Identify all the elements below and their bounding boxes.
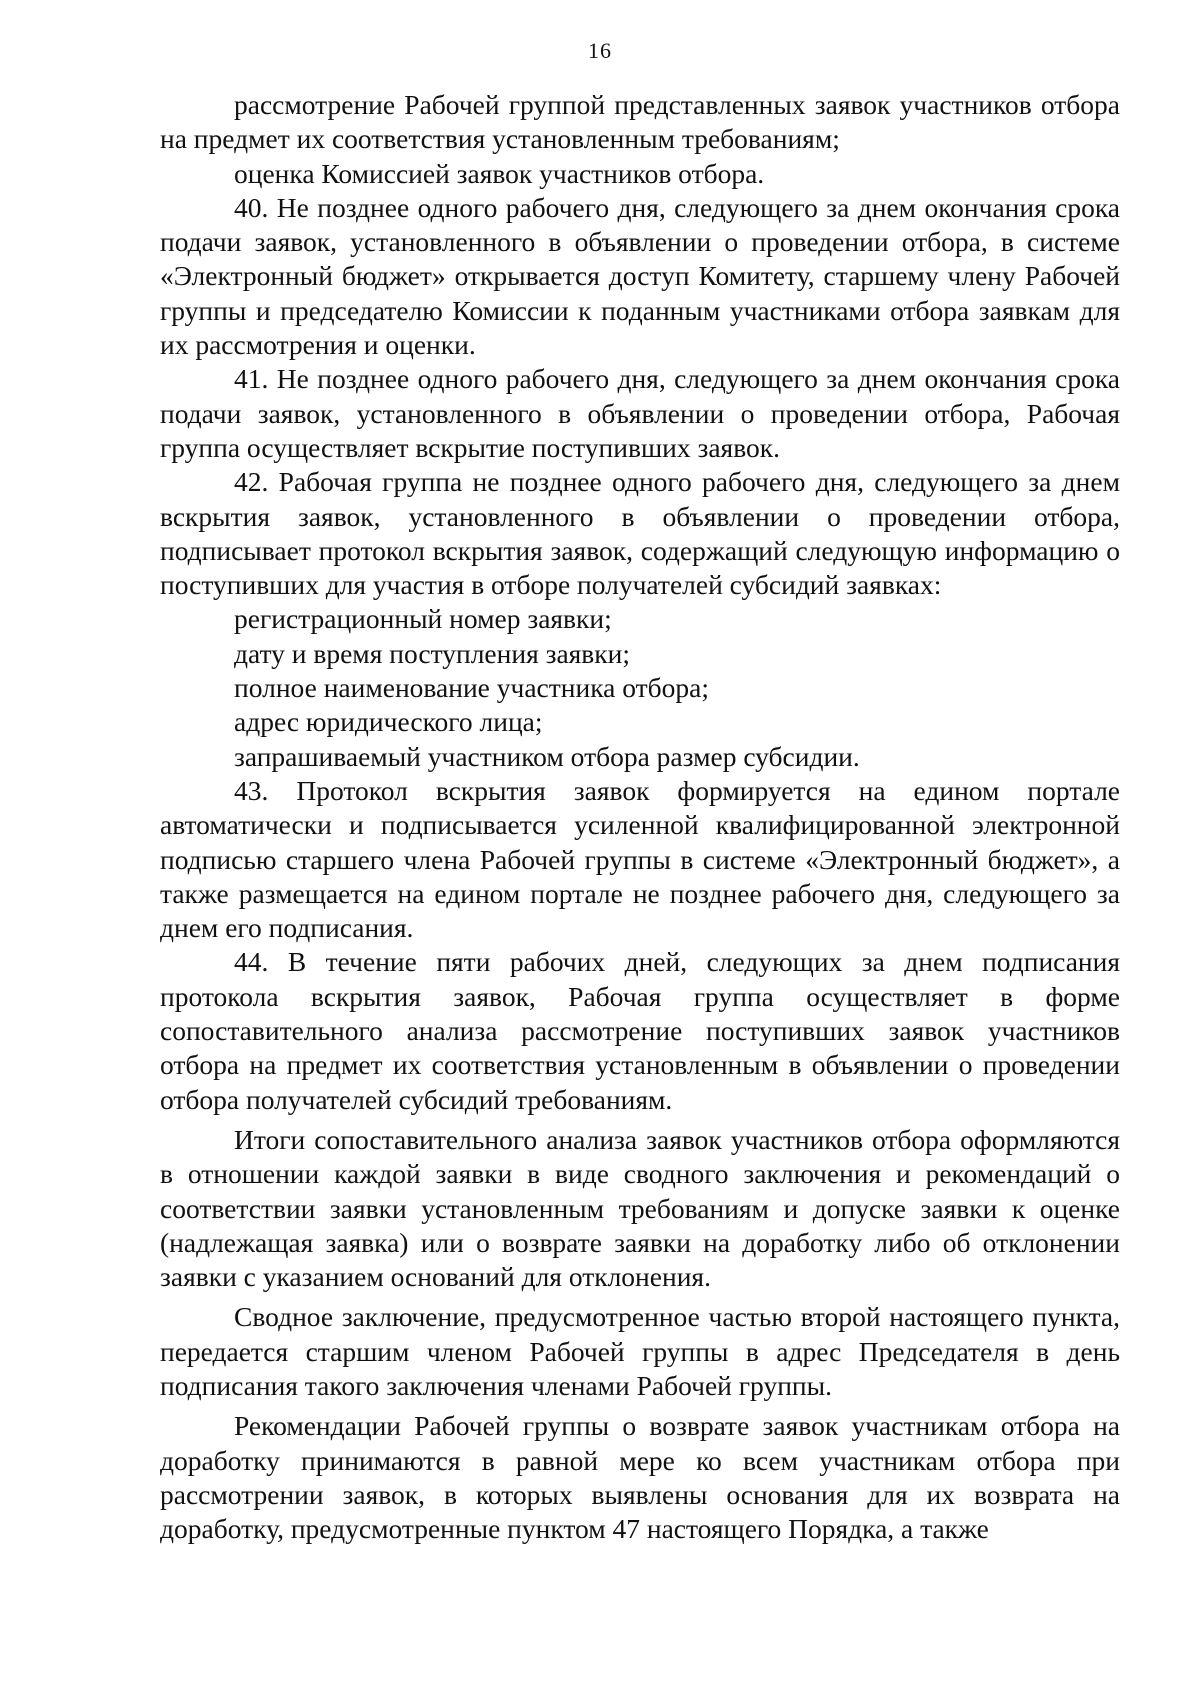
- paragraph-analysis-results: Итоги сопоставительного анализа заявок участников отбора оформляются в отношении каждой заявки в виде сводного заключения и рекомендаций о соответствии заявки установленным требованиям и допуске заявки к оценке (надлежащая заявка) или о возврате заявки на доработку либо об отклонении заявки с указанием оснований для отклонения.: [160, 1123, 1120, 1293]
- list-item-full-name: полное наименование участника отбора;: [234, 672, 709, 704]
- list-item-date-time: дату и время поступления заявки;: [234, 637, 631, 669]
- page-number: 16: [588, 38, 612, 63]
- list-item-legal-address: адрес юридического лица;: [234, 706, 543, 738]
- paragraph-clause-43: 43. Протокол вскрытия заявок формируется на едином портале автоматически и подписывается усиленной квалифицированной электронной подписью старшего члена Рабочей группы в системе «Электронный бюджет», а также размещается на едином портале не позднее рабочего дня, следующего за днем его подписания.: [160, 774, 1120, 944]
- paragraph-clause-40: 40. Не позднее одного рабочего дня, следующего за днем окончания срока подачи заявок, установленного в объявлении о проведении отбора, в системе «Электронный бюджет» открывается доступ Комитету, старшему члену Рабочей группы и председателю Комиссии к поданным участниками отбора заявкам для их рассмотрения и оценки.: [160, 191, 1120, 361]
- paragraph-commission-evaluation: оценка Комиссией заявок участников отбора.: [234, 157, 765, 189]
- paragraph-clause-42: 42. Рабочая группа не позднее одного рабочего дня, следующего за днем вскрытия заявок, установленного в объявлении о проведении отбора, подписывает протокол вскрытия заявок, содержащий следующую информацию о поступивших для участия в отборе получателей субсидий заявках:: [160, 466, 1120, 601]
- paragraph-recommendations: Рекомендации Рабочей группы о возврате заявок участникам отбора на доработку принимаются в равной мере ко всем участникам отбора при рассмотрении заявок, в которых выявлены основания для их возврата на доработку, предусмотренные пунктом 47 настоящего Порядка, а также: [160, 1410, 1120, 1545]
- list-item-subsidy-amount: запрашиваемый участником отбора размер субсидии.: [234, 740, 860, 772]
- document-body: [160, 88, 1120, 1546]
- paragraph-summary-conclusion: Сводное заключение, предусмотренное частью второй настоящего пункта, передается старшим членом Рабочей группы в адрес Председателя в день подписания такого заключения членами Рабочей группы.: [160, 1301, 1120, 1401]
- list-item-registration-number: регистрационный номер заявки;: [234, 603, 612, 635]
- paragraph-review-by-working-group: рассмотрение Рабочей группой представленных заявок участников отбора на предмет их соответствия установленным требованиям;: [160, 89, 1120, 155]
- paragraph-clause-44: 44. В течение пяти рабочих дней, следующих за днем подписания протокола вскрытия заявок, Рабочая группа осуществляет в форме сопоставительного анализа рассмотрение поступивших заявок участников отбора на предмет их соответствия установленным в объявлении о проведении отбора получателей субсидий требованиям.: [160, 946, 1120, 1115]
- paragraph-clause-41: 41. Не позднее одного рабочего дня, следующего за днем окончания срока подачи заявок, установленного в объявлении о проведении отбора, Рабочая группа осуществляет вскрытие поступивших заявок.: [160, 363, 1120, 463]
